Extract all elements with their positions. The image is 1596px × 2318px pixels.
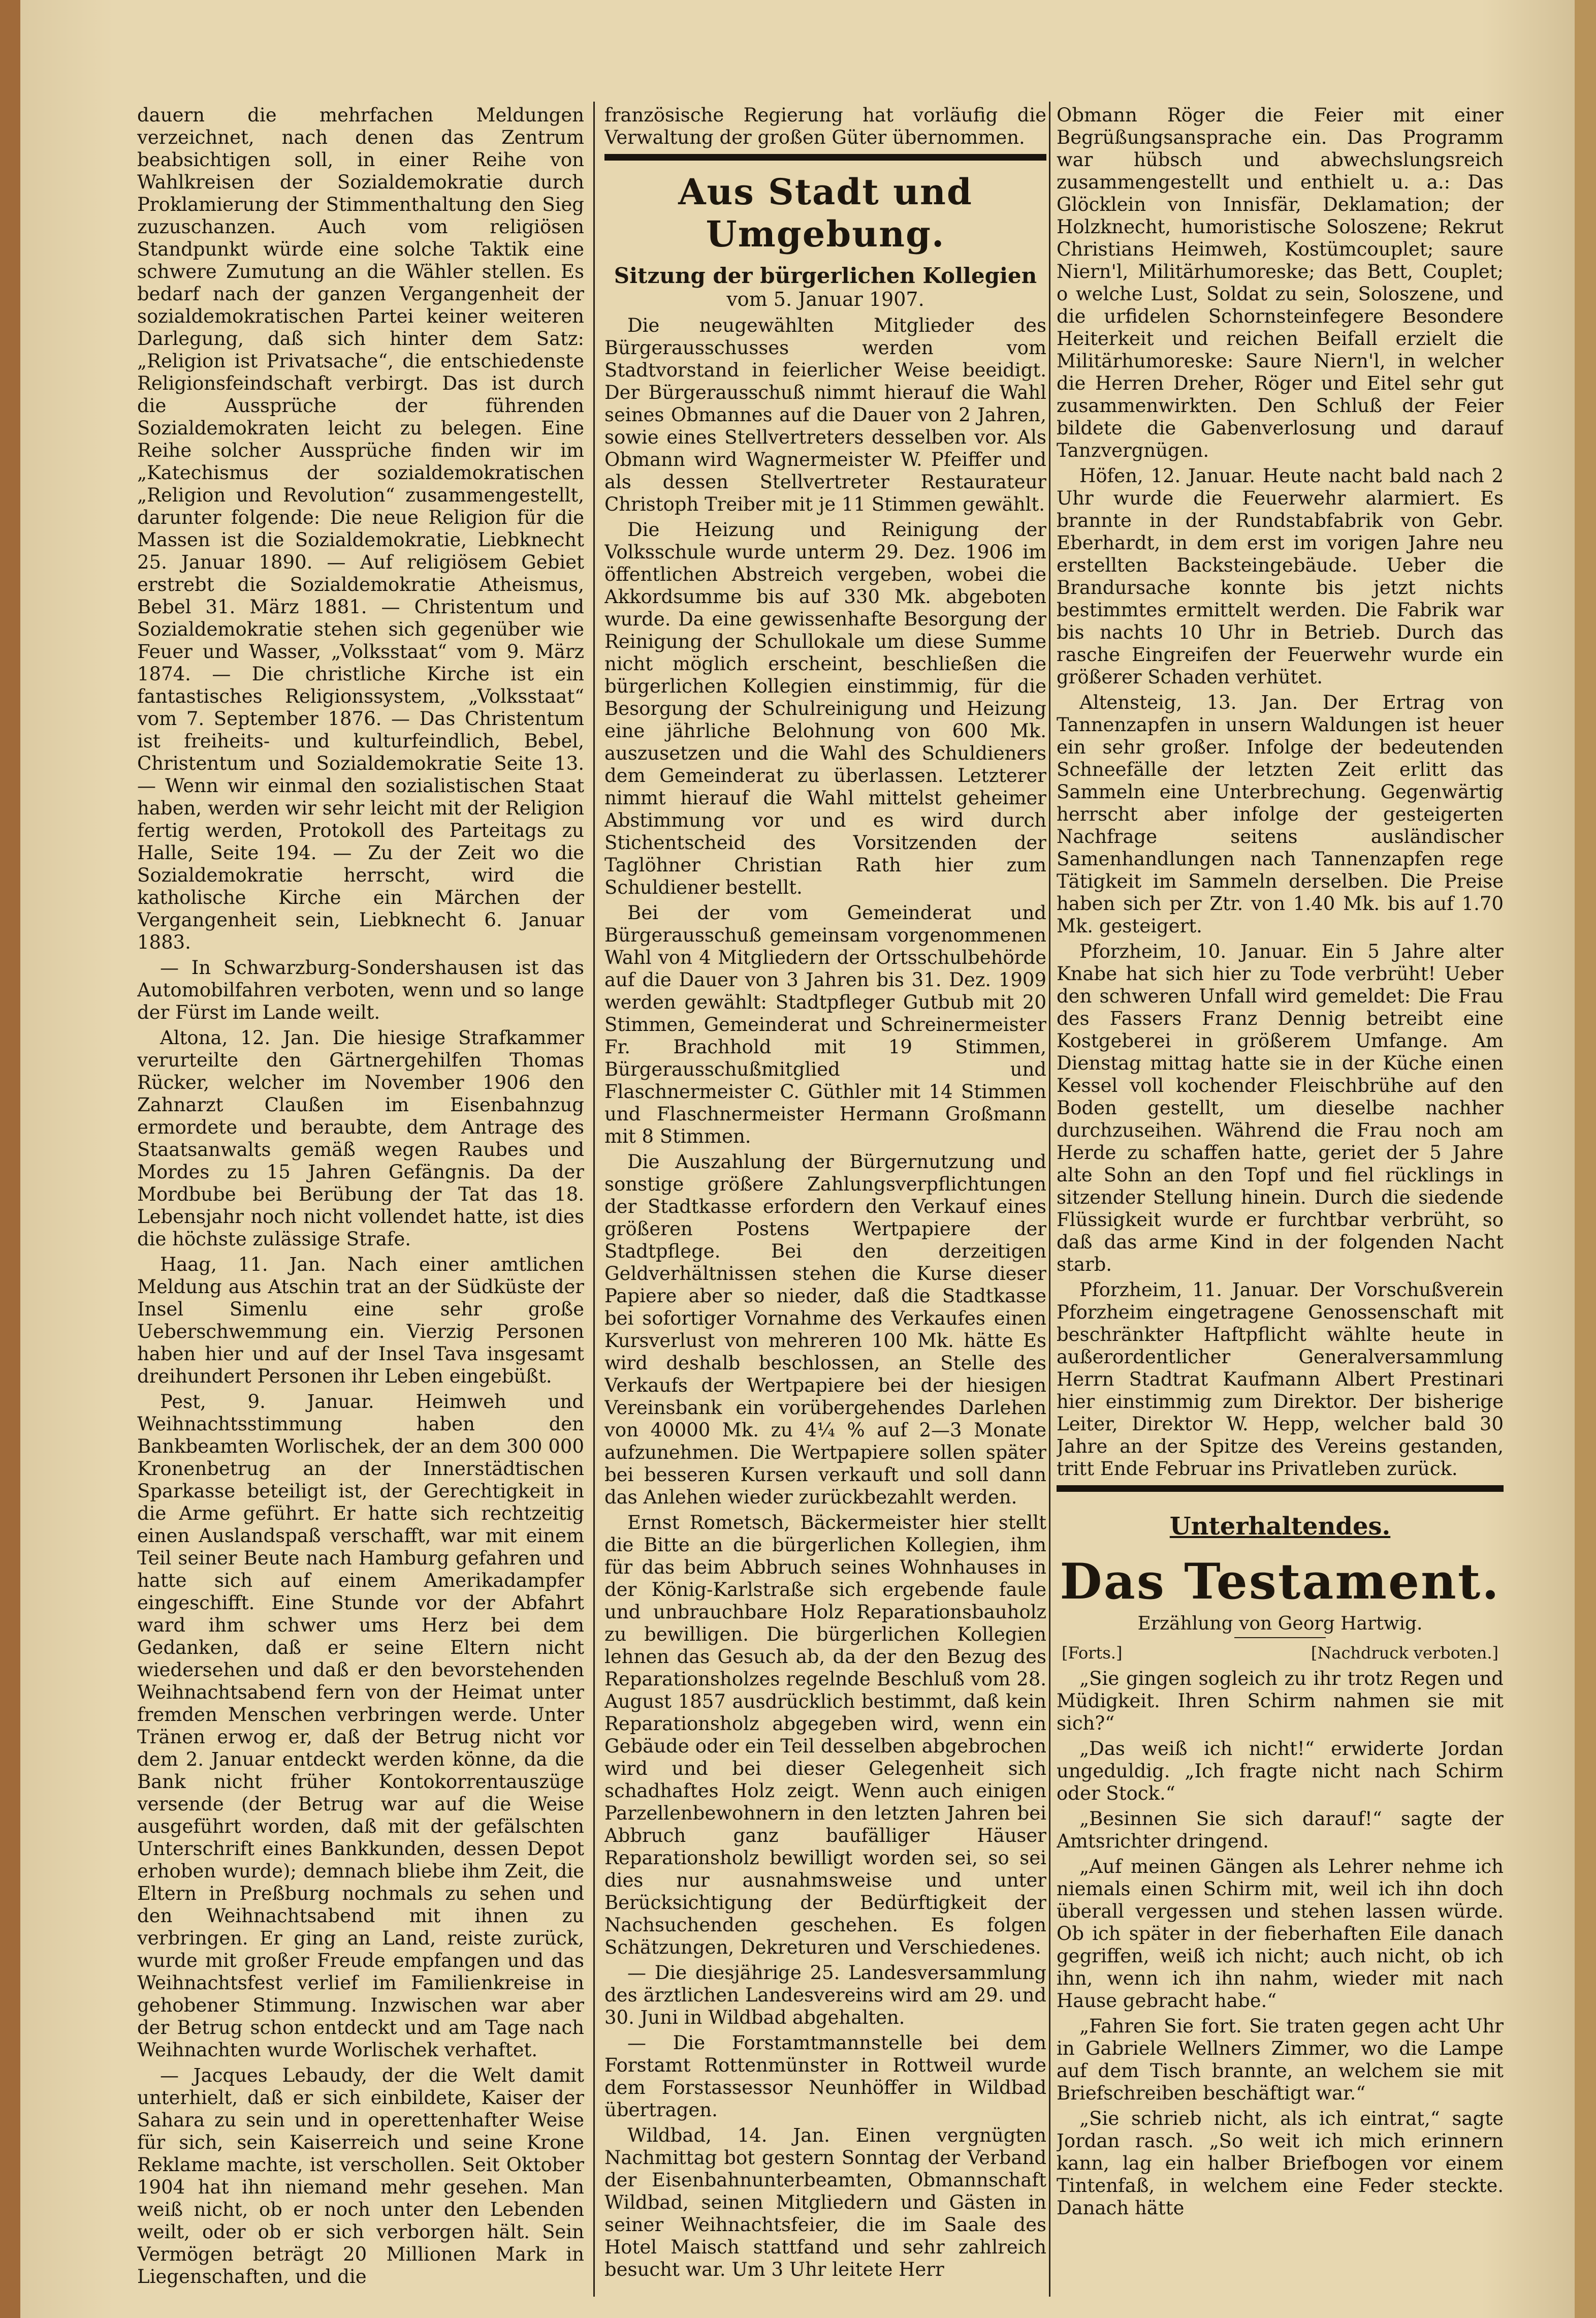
section-divider (604, 154, 1046, 161)
page-edge-right (1575, 0, 1596, 2318)
story-title: Das Testament. (1060, 1553, 1501, 1610)
story-paragraph: „Auf meinen Gängen als Lehrer nehme ich niemals einen Schirm mit, weil ich ihn doch überall vergessen und stehen lassen würde. Ob ich später in der fieberhaften Eile danach gegriffen, weiß ich nicht; auch nicht, ob ich ihn, wenn ich ihn nahm, wieder mit nach Hause gebracht habe.“ (1057, 1856, 1504, 2012)
article-paragraph: — Jacques Lebaudy, der die Welt damit unterhielt, daß er sich einbildete, Kaiser der Sahara zu sein und in operettenhafter Weise für sich, sein Kaiserreich und seine Krone Reklame machte, ist verschollen. Seit Oktober 1904 hat ihn niemand mehr gesehen. Man weiß nicht, ob er noch unter den Lebenden weilt, oder ob er sich verborgen hält. Sein Vermögen beträgt 20 Millionen Mark in Liegenschaften, und die (137, 2064, 584, 2288)
section-title: Aus Stadt und Umgebung. (678, 171, 973, 255)
story-paragraph: „Sie schrieb nicht, als ich eintrat,“ sagte Jordan rasch. „So weit ich mich erinnern kann, lag ein halber Briefbogen vor einem Tintenfaß, in welchem eine Feder steckte. Danach hätte (1057, 2108, 1504, 2219)
article-paragraph: Pforzheim, 11. Januar. Der Vorschußverein Pforzheim eingetragene Genossenschaft mit beschränkter Haftpflicht wählte heute in außerordentlicher Generalversammlung Herrn Stadtrat Kaufmann Albert Prestinari hier einstimmig zum Direktor. Der bisherige Leiter, Direktor W. Hepp, welcher bald 30 Jahre an der Spitze des Vereins gestanden, tritt Ende Februar ins Privatleben zurück. (1057, 1279, 1504, 1480)
column-rule (593, 102, 595, 2297)
article-paragraph: französische Regierung hat vorläufig die Verwaltung der großen Güter übernommen. (604, 104, 1046, 148)
story-paragraph: „Fahren Sie fort. Sie traten gegen acht Uhr in Gabriele Wellners Zimmer, wo die Lampe auf dem Tisch brannte, an welchem sie mit Briefschreiben beschäftigt war.“ (1057, 2015, 1504, 2104)
reprint-note: [Nachdruck verboten.] (1311, 1643, 1498, 1663)
page-edge-left (0, 0, 20, 2318)
article-paragraph: Haag, 11. Jan. Nach einer amtlichen Meldung aus Atschin trat an der Südküste der Insel Simenlu eine sehr große Ueberschwemmung ein. Vierzig Personen haben hier und auf der Insel Tava insgesamt dreihundert Personen ihr Leben eingebüßt. (137, 1254, 584, 1387)
story-paragraph: „Besinnen Sie sich darauf!“ sagte der Amtsrichter dringend. (1057, 1808, 1504, 1852)
article-paragraph: Ernst Rometsch, Bäckermeister hier stellt die Bitte an die bürgerlichen Kollegien, ihm für das beim Abbruch seines Wohnhauses in der König-Karlstraße sich ergebende faule und unbrauchbare Holz Reparationsbauholz zu bewilligen. Die bürgerlichen Kollegien lehnen das Gesuch ab, da der den Bezug des Reparationsholzes regelnde Beschluß vom 28. August 1857 ausdrücklich bestimmt, daß kein Reparationsholz abgegeben wird, wenn ein Gebäude oder ein Teil desselben abgebrochen wird und bei dieser Gelegenheit sich schadhaftes Holz zeigt. Wenn auch einigen Parzellenbewohnern in den letzten Jahren bei Abbruch ganz baufälliger Häuser Reparationsholz bewilligt worden sei, so sei dies nur ausnahmsweise und unter Berücksichtigung der Bedürftigkeit der Nachsuchenden geschehen. Es folgen Schätzungen, Dekreturen und Verschiedenes. (604, 1512, 1046, 1958)
article-paragraph: — In Schwarzburg-Sondershausen ist das Automobilfahren verboten, wenn und so lange der Fürst im Lande weilt. (137, 957, 584, 1023)
divider (1234, 1637, 1326, 1638)
article-paragraph: Pest, 9. Januar. Heimweh und Weihnachtsstimmung haben den Bankbeamten Worlischek, der an dem 300 000 Kronenbetrug an der Innerstädtischen Sparkasse beteiligt ist, der Gerechtigkeit in die Arme geführt. Er hatte sich rechtzeitig einen Auslandspaß verschafft, war mit einem Teil seiner Beute nach Hamburg gefahren und hatte sich auf einem Amerikadampfer eingeschifft. Eine Stunde vor der Abfahrt ward ihm schwer ums Herz bei dem Gedanken, daß er seine Eltern nicht wiedersehen und daß er den bevorstehenden Weihnachtsabend fern von der Heimat unter fremden Menschen verbringen werde. Unter Tränen erwog er, daß der Betrug nicht vor dem 2. Januar entdeckt werden könne, da die Bank nicht früher Kontokorrentauszüge versende (der Betrug war auf die Weise ausgeführt worden, daß mit der gefälschten Unterschrift eines Bankkunden, dessen Depot erhoben wurde); demnach bliebe ihm Zeit, die Eltern in Preßburg nochmals zu sehen und den Weihnachtsabend mit ihnen zu verbringen. Er ging an Land, reiste zurück, wurde mit großer Freude empfangen und das Weihnachtsfest verlief im Familienkreise in gehobener Stimmung. Inzwischen war aber der Betrug schon entdeckt und am Tage nach Weihnachten wurde Worlischek verhaftet. (137, 1391, 584, 2061)
section-divider (1057, 1485, 1504, 1492)
column-3 (1057, 104, 1504, 2289)
feuilleton-heading: Unterhaltendes. (1169, 1512, 1391, 1541)
article-paragraph: Die Heizung und Reinigung der Volksschule wurde unterm 29. Dez. 1906 im öffentlichen Abstreich vergeben, wobei die Akkordsumme bis auf 330 Mk. abgeboten wurde. Da eine gewissenhafte Besorgung der Reinigung der Schullokale um diese Summe nicht möglich erscheint, beschließen die bürgerlichen Kollegien einstimmig, für die Besorgung der Schulreinigung und Heizung eine jährliche Belohnung von 600 Mk. auszusetzen und die Wahl des Schuldieners dem Gemeinderat zu überlassen. Letzterer nimmt hierauf die Wahl mittelst geheimer Abstimmung vor und es wird durch Stichentscheid des Vorsitzenden der Taglöhner Christian Rath hier zum Schuldiener bestellt. (604, 519, 1046, 898)
article-paragraph: Pforzheim, 10. Januar. Ein 5 Jahre alter Knabe hat sich hier zu Tode verbrüht! Ueber den schweren Unfall wird gemeldet: Die Frau des Fassers Franz Dennig betreibt eine Kostgeberei in größerem Umfange. Am Dienstag mittag hatte sie in der Küche einen Kessel voll kochender Fleischbrühe auf den Boden gestellt, um dieselbe nachher durchzuseihen. Während die Frau noch am Herde zu schaffen hatte, geriet der 5 Jahre alte Sohn an den Topf und fiel rücklings in sitzender Stellung hinein. Durch die siedende Flüssigkeit wurde er furchtbar verbrüht, so daß das arme Kind in der folgenden Nacht starb. (1057, 941, 1504, 1275)
meeting-date: vom 5. Januar 1907. (726, 288, 924, 310)
article-paragraph: dauern die mehrfachen Meldungen verzeichnet, nach denen das Zentrum beabsichtigen soll, in einer Reihe von Wahlkreisen der Sozialdemokratie durch Proklamierung der Stimmenthaltung den Sieg zuzuschanzen. Auch vom religiösen Standpunkt würde eine solche Taktik eine schwere Zumutung an die Wähler stellen. Es bedarf nach der ganzen Vergangenheit der sozialdemokratischen Partei keiner weiteren Darlegung, daß sich hinter dem Satz: „Religion ist Privatsache“, die entschiedenste Religionsfeindschaft verbirgt. Das ist durch die Aussprüche der führenden Sozialdemokraten leicht zu belegen. Eine Reihe solcher Aussprüche finden wir im „Katechismus der sozialdemokratischen „Religion und Revolution“ zusammengestellt, darunter folgende: Die neue Religion für die Massen ist die Sozialdemokratie, Liebknecht 25. Januar 1890. — Auf religiösem Gebiet erstrebt die Sozialdemokratie Atheismus, Bebel 31. März 1881. — Christentum und Sozialdemokratie stehen sich gegenüber wie Feuer und Wasser, „Volksstaat“ vom 9. März 1874. — Die christliche Kirche ist ein fantastisches Religionssystem, „Volksstaat“ vom 7. September 1876. — Das Christentum ist freiheits- und kulturfeindlich, Bebel, Christentum und Sozialdemokratie Seite 13. — Wenn wir einmal den sozialistischen Staat haben, werden wir sehr leicht mit der Religion fertig werden, Protokoll des Parteitags zu Halle, Seite 194. — Zu der Zeit wo die Sozialdemokratie herrscht, wird die katholische Kirche ein Märchen der Vergangenheit sein, Liebknecht 6. Januar 1883. (137, 104, 584, 953)
article-paragraph: Wildbad, 14. Jan. Einen vergnügten Nachmittag bot gestern Sonntag der Verband der Eisenbahnunterbeamten, Obmannschaft Wildbad, seinen Mitgliedern und Gästen in seiner Weihnachtsfeier, die im Saale des Hotel Maisch stattfand und sehr zahlreich besucht war. Um 3 Uhr leitete Herr (604, 2124, 1046, 2280)
article-paragraph: Altensteig, 13. Jan. Der Ertrag von Tannenzapfen in unsern Waldungen ist heuer ein sehr großer. Infolge der bedeutenden Schneefälle der letzten Zeit erlitt das Sammeln eine Unterbrechung. Gegenwärtig herrscht aber infolge der gesteigerten Nachfrage seitens ausländischer Samenhandlungen nach Tannenzapfen rege Tätigkeit im Sammeln derselben. Die Preise haben sich per Ztr. von 1.40 Mk. bis auf 1.70 Mk. gesteigert. (1057, 692, 1504, 937)
story-notes (1062, 1643, 1498, 1663)
story-author: Erzählung von Georg Hartwig. (1137, 1613, 1423, 1634)
article-paragraph: Die neugewählten Mitglieder des Bürgerausschusses werden vom Stadtvorstand in feierlicher Weise beeidigt. Der Bürgerausschuß nimmt hierauf die Wahl seines Obmannes auf die Dauer von 2 Jahren, sowie eines Stellvertreters desselben vor. Als Obmann wird Wagnermeister W. Pfeiffer und als dessen Stellvertreter Restaurateur Christoph Treiber mit je 11 Stimmen gewählt. (604, 315, 1046, 515)
article-paragraph: Bei der vom Gemeinderat und Bürgerausschuß gemeinsam vorgenommenen Wahl von 4 Mitgliedern der Ortsschulbehörde auf die Dauer von 3 Jahren bis 31. Dez. 1909 werden gewählt: Stadtpfleger Gutbub mit 20 Stimmen, Gemeinderat und Schreinermeister Fr. Brachhold mit 19 Stimmen, Bürgerausschußmitglied und Flaschnermeister C. Güthler mit 14 Stimmen und Flaschnermeister Hermann Großmann mit 8 Stimmen. (604, 902, 1046, 1147)
column-1 (137, 104, 584, 2289)
article-paragraph: Die Auszahlung der Bürgernutzung und sonstige größere Zahlungsverpflichtungen der Stadtkasse erfordern den Verkauf eines größeren Postens Wertpapiere der Stadtpflege. Bei den derzeitigen Geldverhältnissen stehen die Kurse dieser Papiere aber so nieder, daß die Stadtkasse bei sofortiger Vornahme des Verkaufes einen Kursverlust von mehreren 100 Mk. hätte Es wird deshalb beschlossen, an Stelle des Verkaufs der Wertpapiere bei der hiesigen Vereinsbank ein vorübergehendes Darlehen von 40000 Mk. zu 4¼ % auf 2—3 Monate aufzunehmen. Die Wertpapiere sollen später bei besseren Kursen verkauft und soll dann das Anlehen wieder zurückbezahlt werden. (604, 1151, 1046, 1508)
meeting-title: Sitzung der bürgerlichen Kollegien (614, 263, 1037, 288)
article-paragraph: — Die diesjährige 25. Landesversammlung des ärztlichen Landesvereins wird am 29. und 30. Juni in Wildbad abgehalten. (604, 1962, 1046, 2028)
article-paragraph: Obmann Röger die Feier mit einer Begrüßungsansprache ein. Das Programm war hübsch und abwechslungsreich zusammengestellt und enthielt u. a.: Das Glöcklein von Innisfär, Deklamation; der Holzknecht, humoristische Soloszene; Rekrut Christians Heimweh, Kostümcouplet; saure Niern'l, Militärhumoreske; das Bett, Couplet; o welche Lust, Soldat zu sein, Soloszene, und die urfidelen Schornsteinfegere Besondere Heiterkeit und reichen Beifall erzielt die Militärhumoreske: Saure Niern'l, in welcher die Herren Dreher, Röger und Eitel sehr gut zusammenwirkten. Den Schluß der Feier bildete die Gabenverlosung und darauf Tanzvergnügen. (1057, 104, 1504, 461)
story-paragraph: „Sie gingen sogleich zu ihr trotz Regen und Müdigkeit. Ihren Schirm nahmen sie mit sich?“ (1057, 1668, 1504, 1734)
article-paragraph: Altona, 12. Jan. Die hiesige Strafkammer verurteilte den Gärtnergehilfen Thomas Rücker, welcher im November 1906 den Zahnarzt Claußen im Eisenbahnzug ermordete und beraubte, dem Antrage des Staatsanwalts gemäß wegen Raubes und Mordes zu 15 Jahren Gefängnis. Da der Mordbube bei Berübung der Tat das 18. Lebensjahr noch nicht vollendet hatte, ist dies die höchste zulässige Strafe. (137, 1027, 584, 1250)
article-paragraph: — Die Forstamtmannstelle bei dem Forstamt Rottenmünster in Rottweil wurde dem Forstassessor Neunhöffer in Wildbad übertragen. (604, 2032, 1046, 2121)
newspaper-page (20, 0, 1575, 2318)
column-rule (1049, 102, 1050, 2297)
story-paragraph: „Das weiß ich nicht!“ erwiderte Jordan ungeduldig. „Ich fragte nicht nach Schirm oder Stock.“ (1057, 1738, 1504, 1804)
column-2 (604, 104, 1046, 2289)
continued-note: [Forts.] (1062, 1643, 1123, 1663)
article-paragraph: Höfen, 12. Januar. Heute nacht bald nach 2 Uhr wurde die Feuerwehr alarmiert. Es brannte in der Rundstabfabrik von Gebr. Eberhardt, in dem erst im vorigen Jahre neu erstellten Backsteingebäude. Ueber die Brandursache konnte bis jetzt nichts bestimmtes ermittelt werden. Die Fabrik war bis nachts 10 Uhr in Betrieb. Durch das rasche Eingreifen der Feuerwehr wurde ein größerer Schaden verhütet. (1057, 465, 1504, 688)
